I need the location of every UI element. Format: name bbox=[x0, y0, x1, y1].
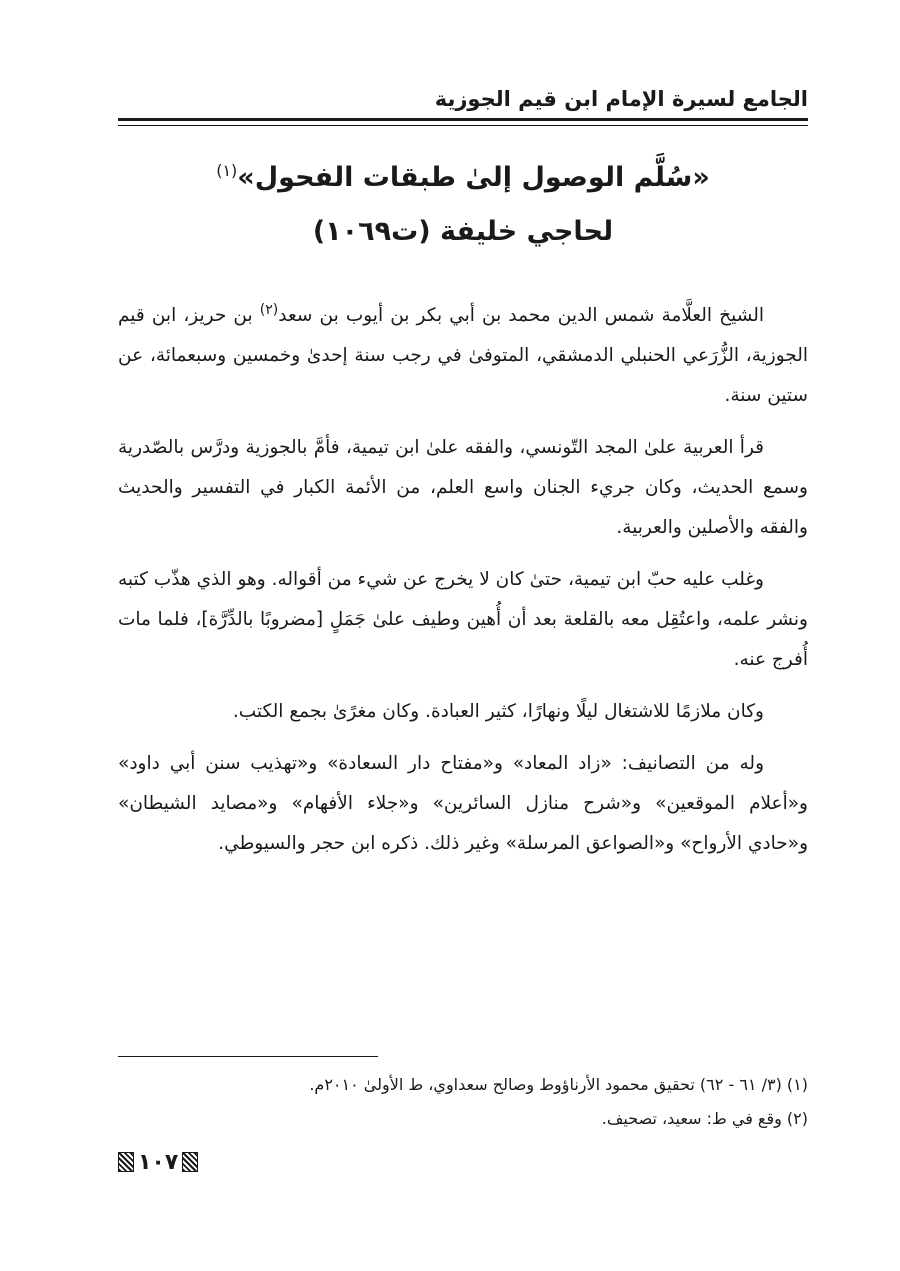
paragraph-3: وغلب عليه حبّ ابن تيمية، حتىٰ كان لا يخرج عن شيء من أقواله. وهو الذي هذّب كتبه ونشر علمه، واعتُقِل معه بالقلعة بعد أن أُهين وطيف علىٰ جَمَلٍ [مضروبًا بالدِّرَّة]، فلما مات أُفرج عنه. bbox=[118, 569, 808, 671]
header-rule-thin bbox=[118, 125, 808, 126]
title-line-2: لحاجي خليفة (ت١٠٦٩) bbox=[312, 216, 614, 247]
header-rule-thick bbox=[118, 118, 808, 121]
paragraph-5: وله من التصانيف: «زاد المعاد» و«مفتاح دار السعادة» و«تهذيب سنن أبي داود» و«أعلام الموقعين» و«شرح منازل السائرين» و«جلاء الأفهام» و«مصايد الشيطان» و«حادي الأرواح» و«الصواعق المرسلة» وغير ذلك. ذكره ابن حجر والسيوطي. bbox=[118, 753, 808, 855]
footnote-2: (٢) وقع في ط: سعيد، تصحيف. bbox=[601, 1109, 808, 1128]
folio-ornament-left-icon bbox=[118, 1152, 134, 1172]
title-line-1 bbox=[118, 148, 808, 201]
page-folio bbox=[118, 1148, 198, 1176]
paragraph-1 bbox=[118, 290, 808, 416]
paragraph-1-part-a: الشيخ العلَّامة شمس الدين محمد بن أبي بكر بن أيوب بن سعد bbox=[278, 305, 764, 327]
title-line-1-text: «سُلَّم الوصول إلىٰ طبقات الفحول» bbox=[237, 162, 710, 193]
footnotes bbox=[118, 1068, 808, 1136]
body-text bbox=[118, 290, 808, 876]
footnote-rule bbox=[118, 1056, 378, 1057]
running-header: الجامع لسيرة الإمام ابن قيم الجوزية bbox=[434, 87, 808, 111]
folio-ornament-right-icon bbox=[182, 1152, 198, 1172]
page-number: ١٠٧ bbox=[138, 1149, 179, 1175]
paragraph-1-part-b: بن حريز، ابن قيم الجوزية، الزُّرَعي الحنبلي الدمشقي، المتوفىٰ في رجب سنة إحدىٰ وخمسين وسبعمائة، عن ستين سنة. bbox=[118, 305, 808, 407]
section-title bbox=[118, 148, 808, 255]
book-page bbox=[118, 0, 808, 1271]
footnote-1: (١) (٣/ ٦١ - ٦٢) تحقيق محمود الأرناؤوط وصالح سعداوي، ط الأولىٰ ٢٠١٠م. bbox=[309, 1075, 808, 1094]
paragraph-1-footnote-marker[interactable]: (٢) bbox=[259, 302, 279, 318]
paragraph-4: وكان ملازمًا للاشتغال ليلًا ونهارًا، كثير العبادة. وكان مغرًىٰ بجمع الكتب. bbox=[232, 701, 764, 723]
title-footnote-marker[interactable]: (١) bbox=[216, 161, 238, 180]
paragraph-2: قرأ العربية علىٰ المجد التّونسي، والفقه علىٰ ابن تيمية، فأمَّ بالجوزية ودرَّس بالصّدرية وسمع الحديث، وكان جريء الجنان واسع العلم، من الأئمة الكبار في التفسير والحديث والفقه والأصلين والعربية. bbox=[118, 437, 808, 539]
